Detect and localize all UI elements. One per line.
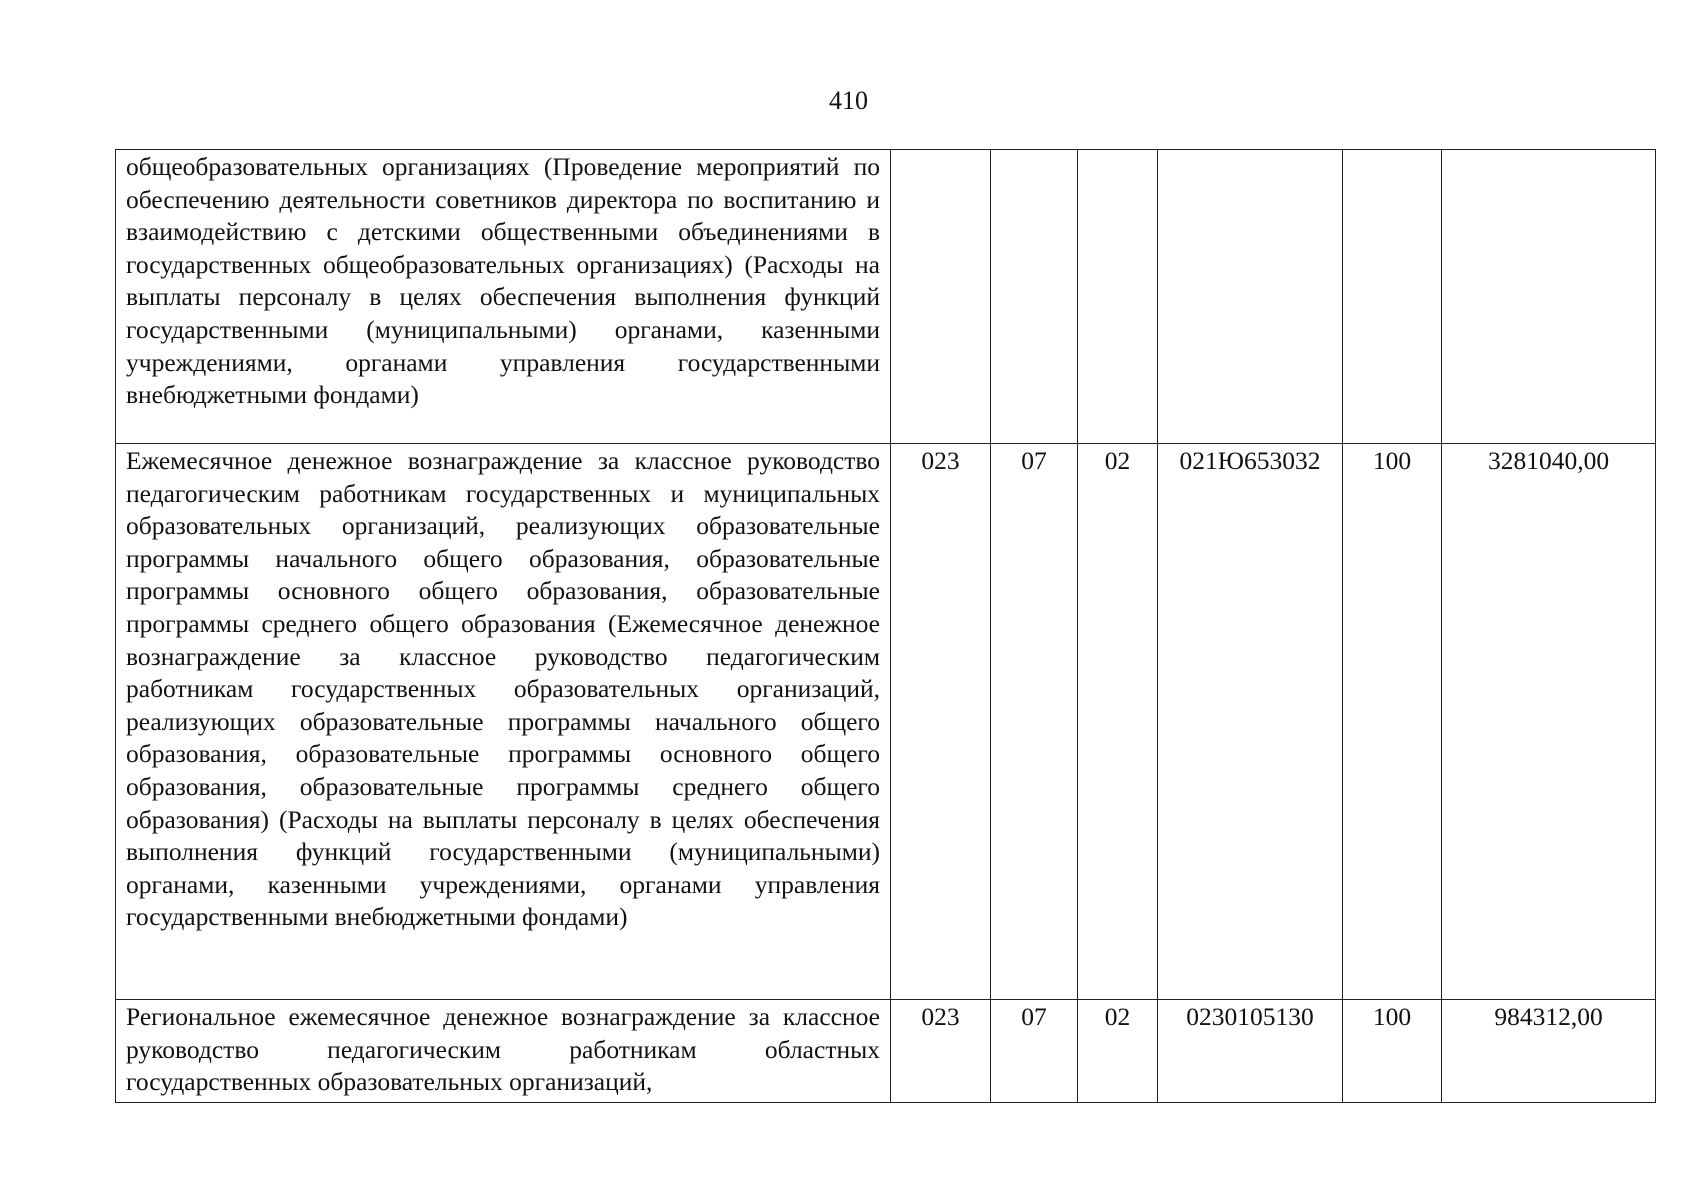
subsection-code-cell: 02 (1078, 1000, 1158, 1103)
expense-type-code-cell: 100 (1343, 1000, 1442, 1103)
ministry-code-cell: 023 (891, 444, 991, 1000)
target-article-code-cell: 0230105130 (1158, 1000, 1343, 1103)
amount-cell: 984312,00 (1442, 1000, 1656, 1103)
target-article-code-cell (1158, 150, 1343, 444)
table-row (116, 1000, 1656, 1103)
ministry-code-cell (891, 150, 991, 444)
target-article-code-cell: 021Ю653032 (1158, 444, 1343, 1000)
subsection-code-cell (1078, 150, 1158, 444)
section-code-cell (991, 150, 1078, 444)
row-description: Ежемесячное денежное вознаграждение за классное руководство педагогическим работникам государственных и муниципальных образовательных организаций, реализующих образовательные программы начального общего образования, образовательные программы основного общего образования, образовательные программы среднего общего образования (Ежемесячное денежное вознаграждение за классное руководство педагогическим работникам государственных образовательных организаций, реализующих образовательные программы начального общего образования, образовательные программы основного общего образования, образовательные программы среднего общего образования) (Расходы на выплаты персоналу в целях обеспечения выполнения функций государственными (муниципальными) органами, казенными учреждениями, органами управления государственными внебюджетными фондами) (116, 444, 891, 1000)
expense-type-code-cell: 100 (1343, 444, 1442, 1000)
amount-cell: 3281040,00 (1442, 444, 1656, 1000)
row-description: Региональное ежемесячное денежное вознаграждение за классное руководство педагогическим работникам областных государственных образовательных организаций, (116, 1000, 891, 1103)
subsection-code-cell: 02 (1078, 444, 1158, 1000)
ministry-code-cell: 023 (891, 1000, 991, 1103)
table-row (116, 150, 1656, 444)
section-code-cell: 07 (991, 1000, 1078, 1103)
table-row (116, 444, 1656, 1000)
page-number: 410 (829, 86, 868, 115)
row-description: общеобразовательных организациях (Проведение мероприятий по обеспечению деятельности советников директора по воспитанию и взаимодействию с детскими общественными объединениями в государственных общеобразовательных организациях) (Расходы на выплаты персоналу в целях обеспечения выполнения функций государственными (муниципальными) органами, казенными учреждениями, органами управления государственными внебюджетными фондами) (116, 150, 891, 444)
amount-cell (1442, 150, 1656, 444)
expense-type-code-cell (1343, 150, 1442, 444)
section-code-cell: 07 (991, 444, 1078, 1000)
budget-table (115, 149, 1656, 1103)
